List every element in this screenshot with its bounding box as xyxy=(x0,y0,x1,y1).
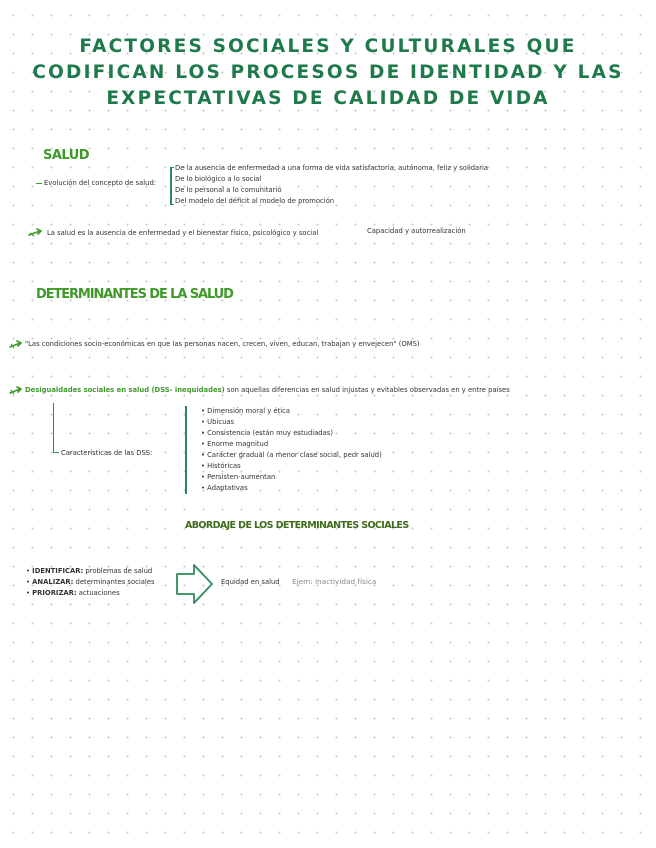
determinantes-heading: DETERMINANTES DE LA SALUD xyxy=(36,287,233,302)
page-title xyxy=(0,34,656,112)
evolucion-tick-1 xyxy=(170,167,174,168)
caracteristica-item: • Consistencia (están muy estudiadas) xyxy=(201,429,333,437)
abordaje-step-term: IDENTIFICAR: xyxy=(32,567,84,575)
caracteristica-item: • Adaptativas xyxy=(201,484,248,492)
evolucion-tick-2 xyxy=(170,204,174,205)
arrow-right-icon xyxy=(28,228,44,238)
evolucion-item-2: De lo biológico a lo social xyxy=(175,175,262,183)
caracteristica-item: • Enorme magnitud xyxy=(201,440,268,448)
abordaje-step-term: PRIORIZAR: xyxy=(32,589,77,597)
arrow-right-icon xyxy=(9,340,23,350)
caracteristicas-label: Características de las DSS: xyxy=(61,449,153,457)
salud-capacidad: Capacidad y autorrealización xyxy=(367,227,466,235)
abordaje-step-text: actuaciones xyxy=(76,589,120,597)
evolucion-bracket xyxy=(170,167,172,205)
dss-connector-vertical xyxy=(53,403,54,453)
title-line-1: FACTORES SOCIALES Y CULTURALES QUE xyxy=(79,36,577,57)
caracteristica-item: • Históricas xyxy=(201,462,241,470)
abordaje-step-text: determinantes sociales xyxy=(73,578,155,586)
evolucion-label: Evolución del concepto de salud: xyxy=(44,179,157,187)
caracteristica-item: • Dimensión moral y ética xyxy=(201,407,290,415)
evolucion-item-1: De la ausencia de enfermedad a una forma de vida satisfactoria, autónoma, feliz y solidaria xyxy=(175,164,489,172)
caracteristica-item: • Ubicuas xyxy=(201,418,234,426)
big-arrow-icon xyxy=(175,563,215,605)
equidad-text: Equidad en salud xyxy=(221,578,280,586)
arrow-right-icon xyxy=(9,386,23,396)
caracteristica-item: • Carácter gradual (a menor clase social, peor salud) xyxy=(201,451,382,459)
salud-heading: SALUD xyxy=(43,148,90,163)
title-line-2: CODIFICAN LOS PROCESOS DE IDENTIDAD Y LAS xyxy=(32,62,624,83)
evolucion-item-3: De lo personal a lo comunitario xyxy=(175,186,282,194)
dss-def: son aquellas diferencias en salud injustas y evitables observadas en y entre países xyxy=(224,386,510,394)
abordaje-step xyxy=(26,567,152,575)
salud-definicion: La salud es la ausencia de enfermedad y el bienestar físico, psicológico y social xyxy=(47,229,319,237)
evolucion-item-4: Del modelo del déficit al modelo de promoción xyxy=(175,197,335,205)
abordaje-step-term: ANALIZAR: xyxy=(32,578,74,586)
title-line-3: EXPECTATIVAS DE CALIDAD DE VIDA xyxy=(106,88,550,109)
abordaje-step xyxy=(26,578,155,586)
oms-quote: "Las condiciones socio-económicas en que las personas nacen, crecen, viven, educan, trabajan y envejecen" (OMS) xyxy=(25,340,420,348)
dss-connector-horizontal xyxy=(53,452,59,453)
dss-definition xyxy=(25,386,510,394)
ejemplo-text: Ejem: inactividad física xyxy=(292,577,377,586)
caracteristicas-bracket xyxy=(185,406,187,494)
abordaje-heading: ABORDAJE DE LOS DETERMINANTES SOCIALES xyxy=(185,520,409,531)
caracteristica-item: • Persisten-aumentan xyxy=(201,473,275,481)
evolucion-connector xyxy=(36,183,42,184)
abordaje-step-text: problemas de salud xyxy=(83,567,153,575)
abordaje-step xyxy=(26,589,120,597)
dss-term: Desigualdades sociales en salud (DSS- inequidades) xyxy=(25,386,225,394)
